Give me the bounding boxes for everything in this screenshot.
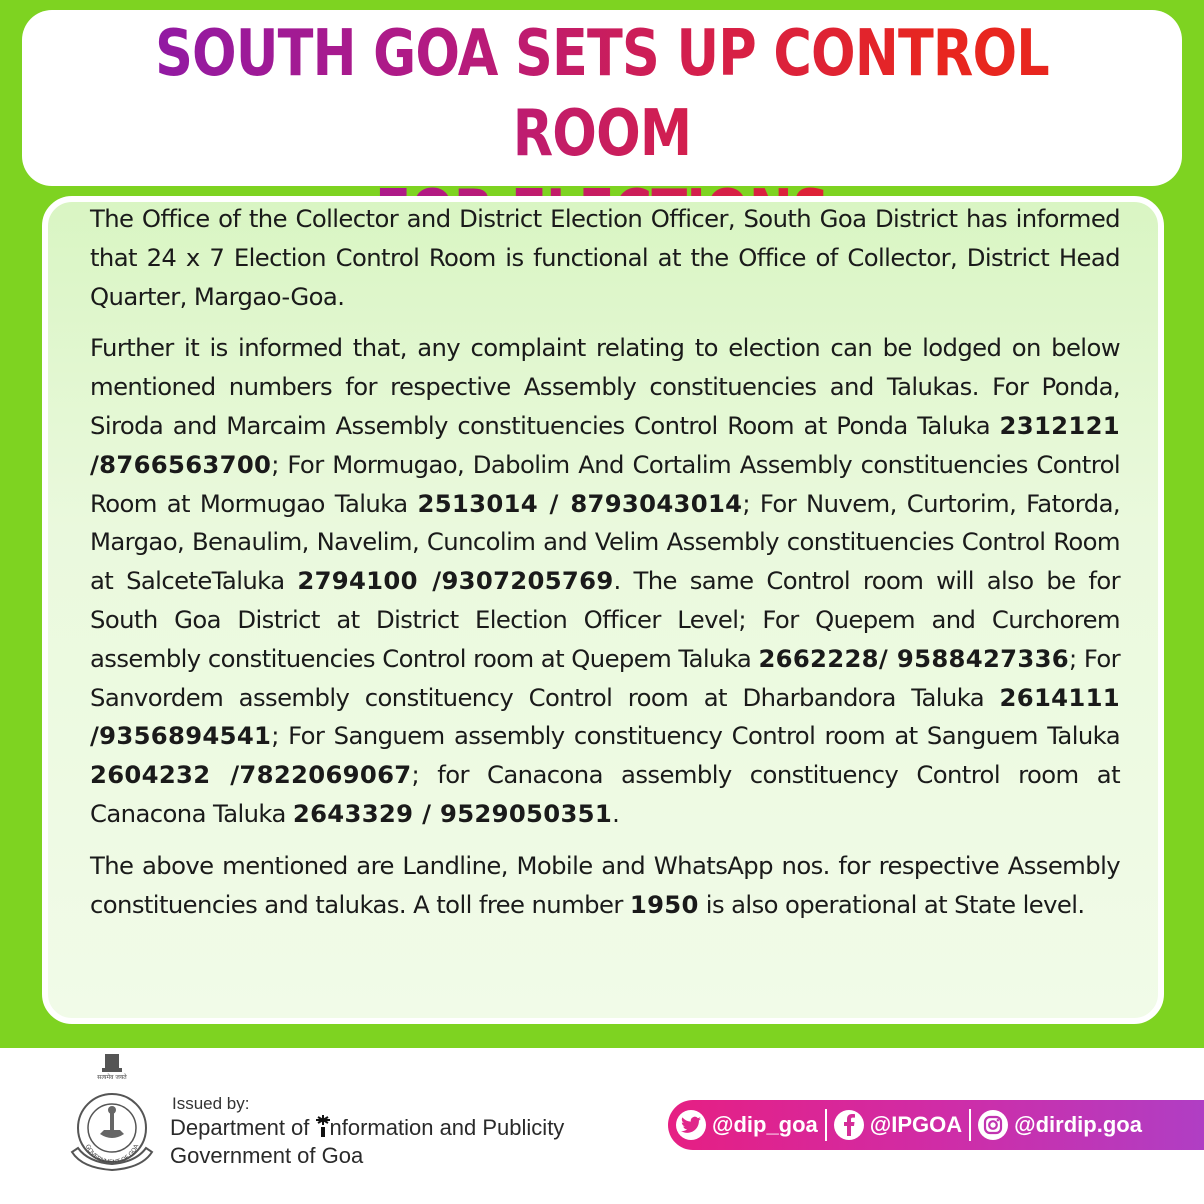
paragraph-1: The Office of the Collector and District Election Officer, South Goa District has informed that 24 x 7 Election Control Room is functional at the Office of Collector, District Head Quarter, Margao-Goa.: [90, 204, 1120, 311]
toll-free-number: 1950: [629, 889, 699, 919]
government-line: Government of Goa: [170, 1143, 364, 1168]
facebook-handle: @IPGOA: [869, 1112, 963, 1137]
p2-text: Further it is informed that, any complaint relating to election can be lodged on below mentioned numbers for respective Assembly constituencies and Talukas. For Ponda, Siroda and Marcaim Assembly constituencies Control Room at Ponda Taluka: [90, 333, 1120, 440]
p2-text: .: [612, 798, 620, 828]
issued-by-label: Issued by:: [172, 1094, 250, 1113]
divider: [825, 1109, 827, 1141]
dept-rest: nformation and Publicity: [329, 1115, 565, 1140]
paragraph-2: [90, 329, 1120, 833]
mormugao-number: 2513014 / 8793043014: [417, 488, 743, 518]
facebook-icon: [834, 1110, 864, 1140]
ponda-number: 2312121 /8766563700: [90, 410, 1120, 479]
twitter-handle: @dip_goa: [712, 1112, 818, 1137]
goa-emblem-icon: [62, 1052, 162, 1176]
lion-capital-icon: [105, 1054, 119, 1068]
emblem-ring-text: GOVERNMENT OF GOA: [83, 1143, 141, 1167]
quepem-number: 2662228/ 9588427336: [758, 643, 1069, 673]
emblem-motto: सत्यमेव जयते: [97, 1074, 127, 1081]
sanguem-number: 2604232 /7822069067: [90, 760, 412, 790]
body-text: [90, 200, 1120, 937]
social-bar: [668, 1100, 1204, 1150]
emblem-lamp: [110, 1112, 114, 1130]
instagram-link[interactable]: [978, 1110, 1142, 1140]
dept-prefix: Department of: [170, 1115, 316, 1140]
canacona-number: 2643329 / 9529050351: [292, 798, 613, 828]
twitter-icon: [676, 1110, 706, 1140]
p3-text: The above mentioned are Landline, Mobile and WhatsApp nos. for respective Assembly constituencies and talukas. A toll free number: [90, 850, 1120, 919]
instagram-handle: @dirdip.goa: [1014, 1112, 1142, 1137]
p2-text: ; For Sanvordem assembly constituency Control room at Dharbandora Taluka: [90, 643, 1120, 712]
p2-text: ; For Nuvem, Curtorim, Fatorda, Margao, Benaulim, Navelim, Cuncolim and Velim Assembly constituencies Control Room at SalceteTaluka: [90, 488, 1120, 596]
instagram-icon: [978, 1110, 1008, 1140]
emblem-flame: [108, 1106, 116, 1114]
department-line: [170, 1114, 564, 1142]
salcete-number: 2794100 /9307205769: [297, 566, 614, 596]
p2-text: ; For Sanguem assembly constituency Control room at Sanguem Taluka: [271, 721, 1120, 751]
p3-text: is also operational at State level.: [698, 889, 1085, 919]
facebook-link[interactable]: [834, 1110, 962, 1140]
emblem-boat: [100, 1130, 124, 1138]
divider: [969, 1109, 971, 1141]
p2-text: ; for Canacona assembly constituency Control room at Canacona Taluka: [90, 760, 1120, 828]
dharbandora-number: 2614111 /9356894541: [90, 682, 1120, 751]
dip-logo-icon: [316, 1115, 330, 1137]
twitter-link[interactable]: [676, 1110, 818, 1140]
capital-base: [102, 1068, 122, 1072]
headline-line-1: SOUTH GOA SETS UP CONTROL ROOM: [155, 17, 1049, 171]
p2-text: ; For Mormugao, Dabolim And Cortalim Assembly constituencies Control Room at Mormugao Taluka: [90, 449, 1120, 518]
p2-text: . The same Control room will also be for South Goa District at District Election Officer Level; For Quepem and Curchorem assembly constituencies Control room at Quepem Taluka: [90, 566, 1120, 673]
department-block: [170, 1114, 564, 1170]
paragraph-3: [90, 847, 1120, 925]
